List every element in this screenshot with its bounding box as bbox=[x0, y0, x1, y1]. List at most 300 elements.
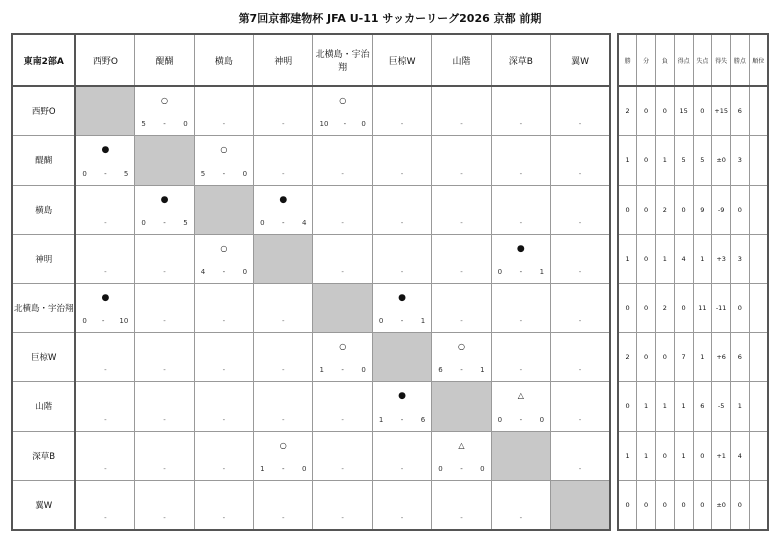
dash-placeholder: - bbox=[519, 514, 523, 522]
self-match-cell bbox=[551, 480, 610, 530]
stat-cell: 2 bbox=[618, 86, 637, 136]
dash-placeholder: - bbox=[578, 169, 582, 178]
score-separator: - bbox=[519, 415, 523, 424]
row-header-team: 翼W bbox=[12, 480, 75, 530]
dash-placeholder: - bbox=[282, 415, 285, 424]
unplayed-cell bbox=[254, 333, 313, 382]
dash-placeholder: - bbox=[519, 366, 523, 375]
unplayed-cell bbox=[372, 480, 431, 530]
column-header-team: 北横島・宇治翔 bbox=[313, 34, 372, 86]
dash-placeholder: - bbox=[341, 267, 344, 276]
unplayed-cell bbox=[135, 333, 194, 382]
dash-placeholder: - bbox=[519, 317, 523, 326]
unplayed-cell bbox=[551, 283, 610, 332]
table-row bbox=[618, 480, 768, 530]
column-header-team: 醍醐 bbox=[135, 34, 194, 86]
dash-placeholder: - bbox=[222, 464, 226, 473]
triangle-icon: △ bbox=[517, 391, 524, 401]
unplayed-cell bbox=[491, 136, 550, 185]
unplayed-cell bbox=[313, 480, 372, 530]
stat-cell: 1 bbox=[656, 382, 675, 431]
page-title: 第7回京都建物杯 JFA U-11 サッカーリーグ2026 京都 前期 bbox=[238, 12, 542, 25]
score-right: 0 bbox=[539, 415, 545, 424]
stat-cell: 6 bbox=[693, 382, 712, 431]
unplayed-cell bbox=[313, 136, 372, 185]
stat-cell: 6 bbox=[731, 86, 750, 136]
unplayed-cell bbox=[75, 382, 134, 431]
stat-cell: 7 bbox=[674, 333, 693, 382]
stat-cell: 1 bbox=[637, 431, 656, 480]
dash-placeholder: - bbox=[104, 218, 107, 227]
unplayed-cell bbox=[551, 185, 610, 234]
unplayed-cell bbox=[432, 86, 491, 136]
stat-header: 順位 bbox=[749, 34, 768, 86]
unplayed-cell bbox=[135, 382, 194, 431]
unplayed-cell bbox=[254, 136, 313, 185]
dash-placeholder: - bbox=[578, 218, 582, 227]
table-row bbox=[12, 283, 610, 332]
stat-cell: 1 bbox=[656, 234, 675, 283]
table-row bbox=[618, 185, 768, 234]
score-left: 0 bbox=[260, 218, 265, 227]
score-separator: - bbox=[222, 169, 226, 178]
filled-circle-icon: ● bbox=[279, 194, 288, 205]
stat-cell: 1 bbox=[674, 431, 693, 480]
row-header-team: 巨椋W bbox=[12, 333, 75, 382]
dash-placeholder: - bbox=[341, 514, 344, 522]
score bbox=[319, 366, 365, 374]
stat-cell: 0 bbox=[656, 431, 675, 480]
dash-placeholder: - bbox=[104, 415, 107, 424]
score-left: 4 bbox=[200, 267, 206, 276]
dash-placeholder: - bbox=[222, 317, 226, 326]
match-result-cell bbox=[313, 86, 372, 136]
dash-placeholder: - bbox=[104, 464, 107, 473]
stat-cell: 4 bbox=[731, 431, 750, 480]
unplayed-cell bbox=[551, 136, 610, 185]
dash-placeholder: - bbox=[163, 267, 166, 276]
score bbox=[319, 120, 365, 128]
row-header-team: 横島 bbox=[12, 185, 75, 234]
score-left: 0 bbox=[438, 464, 443, 473]
score-left: 5 bbox=[200, 169, 206, 178]
stat-cell: 1 bbox=[618, 431, 637, 480]
score bbox=[438, 366, 484, 374]
dash-placeholder: - bbox=[104, 514, 107, 522]
dash-placeholder: - bbox=[460, 120, 463, 129]
dash-placeholder: - bbox=[341, 464, 344, 473]
stat-cell: ±0 bbox=[712, 136, 731, 185]
score-left: 1 bbox=[260, 464, 265, 473]
score-right: 0 bbox=[361, 120, 366, 129]
column-header-team: 巨椋W bbox=[372, 34, 431, 86]
unplayed-cell bbox=[372, 185, 431, 234]
score-right: 1 bbox=[539, 267, 545, 276]
table-row bbox=[12, 185, 610, 234]
score-separator: - bbox=[101, 317, 105, 326]
unplayed-cell bbox=[135, 431, 194, 480]
score-separator: - bbox=[460, 366, 463, 375]
score bbox=[201, 268, 247, 276]
match-result-cell bbox=[432, 431, 491, 480]
match-result-cell bbox=[254, 185, 313, 234]
dash-placeholder: - bbox=[460, 169, 463, 178]
unplayed-cell bbox=[75, 431, 134, 480]
dash-placeholder: - bbox=[400, 120, 404, 129]
score-right: 5 bbox=[123, 169, 129, 178]
table-row bbox=[12, 333, 610, 382]
column-header-team: 神明 bbox=[254, 34, 313, 86]
dash-placeholder: - bbox=[104, 366, 107, 375]
dash-placeholder: - bbox=[460, 514, 463, 522]
dash-placeholder: - bbox=[578, 317, 582, 326]
score-right: 0 bbox=[242, 169, 248, 178]
table-row bbox=[618, 333, 768, 382]
score-separator: - bbox=[519, 267, 523, 276]
row-header-team: 神明 bbox=[12, 234, 75, 283]
self-match-cell bbox=[372, 333, 431, 382]
self-match-cell bbox=[491, 431, 550, 480]
stat-header: 分 bbox=[637, 34, 656, 86]
match-result-cell bbox=[194, 136, 253, 185]
stat-cell: 0 bbox=[618, 283, 637, 332]
match-result-cell bbox=[75, 136, 134, 185]
unplayed-cell bbox=[491, 333, 550, 382]
score-left: 10 bbox=[319, 120, 329, 129]
column-header-team: 翼W bbox=[551, 34, 610, 86]
row-header-team: 山階 bbox=[12, 382, 75, 431]
dash-placeholder: - bbox=[341, 169, 344, 178]
dash-placeholder: - bbox=[282, 169, 285, 178]
filled-circle-icon: ● bbox=[398, 391, 406, 402]
match-result-cell bbox=[372, 382, 431, 431]
stat-cell: 9 bbox=[693, 185, 712, 234]
stat-cell: 0 bbox=[693, 480, 712, 530]
table-row bbox=[12, 480, 610, 530]
score-right: 0 bbox=[480, 464, 485, 473]
score-separator: - bbox=[282, 464, 285, 473]
score-left: 5 bbox=[141, 120, 146, 129]
dash-placeholder: - bbox=[519, 120, 523, 129]
score-right: 1 bbox=[420, 317, 426, 326]
stat-cell: -11 bbox=[712, 283, 731, 332]
self-match-cell bbox=[194, 185, 253, 234]
stat-cell: -9 bbox=[712, 185, 731, 234]
dash-placeholder: - bbox=[282, 514, 285, 522]
stat-cell: 2 bbox=[656, 185, 675, 234]
table-row bbox=[12, 86, 610, 136]
unplayed-cell bbox=[551, 333, 610, 382]
unplayed-cell bbox=[194, 480, 253, 530]
stat-header: 失点 bbox=[693, 34, 712, 86]
dash-placeholder: - bbox=[578, 120, 582, 129]
stat-cell: 0 bbox=[731, 185, 750, 234]
dash-placeholder: - bbox=[519, 169, 523, 178]
match-result-cell bbox=[194, 234, 253, 283]
dash-placeholder: - bbox=[578, 366, 582, 375]
unplayed-cell bbox=[254, 283, 313, 332]
stat-cell: 0 bbox=[637, 136, 656, 185]
stat-header: 勝 bbox=[618, 34, 637, 86]
unplayed-cell bbox=[313, 382, 372, 431]
unplayed-cell bbox=[432, 185, 491, 234]
table-row bbox=[618, 283, 768, 332]
stat-header: 負 bbox=[656, 34, 675, 86]
stat-cell: 3 bbox=[731, 234, 750, 283]
filled-circle-icon: ● bbox=[101, 145, 110, 156]
dash-placeholder: - bbox=[222, 120, 226, 129]
stat-cell: 2 bbox=[656, 283, 675, 332]
score bbox=[82, 317, 128, 325]
score-right: 1 bbox=[480, 366, 485, 375]
dash-placeholder: - bbox=[400, 514, 404, 522]
score-right: 6 bbox=[420, 415, 426, 424]
self-match-cell bbox=[135, 136, 194, 185]
unplayed-cell bbox=[75, 185, 134, 234]
league-label: 東南2部A bbox=[12, 34, 75, 86]
dash-placeholder: - bbox=[222, 366, 226, 375]
dash-placeholder: - bbox=[222, 514, 226, 522]
stat-cell: 1 bbox=[637, 382, 656, 431]
stat-header: 勝点 bbox=[731, 34, 750, 86]
stat-cell: 0 bbox=[637, 185, 656, 234]
self-match-cell bbox=[254, 234, 313, 283]
score bbox=[498, 268, 544, 276]
stat-cell: +6 bbox=[712, 333, 731, 382]
open-circle-icon: ○ bbox=[457, 342, 465, 352]
stat-cell: +1 bbox=[712, 431, 731, 480]
dash-placeholder: - bbox=[222, 415, 226, 424]
score-separator: - bbox=[400, 317, 404, 326]
stat-cell: 5 bbox=[674, 136, 693, 185]
score-right: 5 bbox=[183, 218, 188, 227]
filled-circle-icon: ● bbox=[160, 194, 169, 205]
stat-cell: 0 bbox=[637, 86, 656, 136]
self-match-cell bbox=[75, 86, 134, 136]
match-result-cell bbox=[491, 382, 550, 431]
row-header-team: 西野O bbox=[12, 86, 75, 136]
unplayed-cell bbox=[432, 480, 491, 530]
unplayed-cell bbox=[432, 234, 491, 283]
dash-placeholder: - bbox=[400, 169, 404, 178]
filled-circle-icon: ● bbox=[101, 292, 110, 303]
column-header-team: 山階 bbox=[432, 34, 491, 86]
stat-cell bbox=[749, 136, 768, 185]
stat-cell: 0 bbox=[674, 185, 693, 234]
score bbox=[201, 170, 247, 178]
match-result-cell bbox=[135, 185, 194, 234]
unplayed-cell bbox=[551, 382, 610, 431]
stats-table bbox=[617, 33, 769, 531]
dash-placeholder: - bbox=[400, 218, 404, 227]
unplayed-cell bbox=[372, 136, 431, 185]
stat-cell: 0 bbox=[674, 283, 693, 332]
open-circle-icon: ○ bbox=[339, 342, 347, 352]
self-match-cell bbox=[313, 283, 372, 332]
stat-cell: -5 bbox=[712, 382, 731, 431]
score-right: 0 bbox=[302, 464, 307, 473]
score bbox=[260, 219, 306, 227]
stat-cell: 0 bbox=[637, 480, 656, 530]
dash-placeholder: - bbox=[163, 317, 166, 326]
score bbox=[82, 170, 128, 178]
stat-cell bbox=[749, 382, 768, 431]
unplayed-cell bbox=[135, 480, 194, 530]
league-standings bbox=[11, 33, 769, 531]
unplayed-cell bbox=[372, 86, 431, 136]
score bbox=[260, 465, 306, 473]
stat-cell bbox=[749, 333, 768, 382]
dash-placeholder: - bbox=[460, 317, 463, 326]
table-row bbox=[618, 136, 768, 185]
stat-cell: 4 bbox=[674, 234, 693, 283]
stat-cell: 1 bbox=[618, 234, 637, 283]
match-result-cell bbox=[432, 333, 491, 382]
stat-cell: 15 bbox=[674, 86, 693, 136]
stat-cell: 1 bbox=[693, 333, 712, 382]
unplayed-cell bbox=[75, 333, 134, 382]
unplayed-cell bbox=[551, 86, 610, 136]
dash-placeholder: - bbox=[163, 464, 166, 473]
unplayed-cell bbox=[75, 480, 134, 530]
score-left: 0 bbox=[497, 415, 503, 424]
score-left: 0 bbox=[141, 218, 146, 227]
triangle-icon: △ bbox=[458, 440, 465, 450]
table-row bbox=[12, 136, 610, 185]
column-header-team: 西野O bbox=[75, 34, 134, 86]
score-left: 0 bbox=[378, 317, 384, 326]
score bbox=[141, 120, 187, 128]
dash-placeholder: - bbox=[578, 267, 582, 276]
score-right: 4 bbox=[302, 218, 307, 227]
score-left: 6 bbox=[438, 366, 443, 375]
stat-cell: 0 bbox=[731, 480, 750, 530]
stat-cell bbox=[749, 185, 768, 234]
unplayed-cell bbox=[135, 234, 194, 283]
unplayed-cell bbox=[491, 185, 550, 234]
unplayed-cell bbox=[254, 480, 313, 530]
score-separator: - bbox=[163, 120, 166, 129]
table-row bbox=[618, 431, 768, 480]
unplayed-cell bbox=[491, 283, 550, 332]
match-result-cell bbox=[75, 283, 134, 332]
score-separator: - bbox=[282, 218, 285, 227]
column-header-team: 横島 bbox=[194, 34, 253, 86]
unplayed-cell bbox=[194, 333, 253, 382]
stat-cell bbox=[749, 480, 768, 530]
unplayed-cell bbox=[313, 185, 372, 234]
match-result-cell bbox=[313, 333, 372, 382]
filled-circle-icon: ● bbox=[398, 292, 406, 303]
stat-cell: 0 bbox=[656, 480, 675, 530]
score bbox=[498, 416, 544, 424]
dash-placeholder: - bbox=[341, 415, 344, 424]
dash-placeholder: - bbox=[519, 218, 523, 227]
score bbox=[438, 465, 484, 473]
dash-placeholder: - bbox=[163, 366, 166, 375]
stat-cell: 0 bbox=[693, 431, 712, 480]
score-separator: - bbox=[341, 366, 344, 375]
score bbox=[141, 219, 187, 227]
score-separator: - bbox=[460, 464, 463, 473]
results-grid bbox=[11, 33, 611, 531]
stat-cell: 0 bbox=[618, 480, 637, 530]
unplayed-cell bbox=[254, 86, 313, 136]
unplayed-cell bbox=[194, 86, 253, 136]
stat-cell: 0 bbox=[618, 185, 637, 234]
stat-header: 得点 bbox=[674, 34, 693, 86]
stat-cell: +15 bbox=[712, 86, 731, 136]
dash-placeholder: - bbox=[104, 267, 107, 276]
score-right: 10 bbox=[119, 317, 129, 326]
stat-cell: ±0 bbox=[712, 480, 731, 530]
stat-cell bbox=[749, 234, 768, 283]
match-result-cell bbox=[491, 234, 550, 283]
dash-placeholder: - bbox=[282, 366, 285, 375]
dash-placeholder: - bbox=[282, 120, 285, 129]
unplayed-cell bbox=[491, 86, 550, 136]
unplayed-cell bbox=[254, 382, 313, 431]
stat-cell: 1 bbox=[731, 382, 750, 431]
stat-cell: 2 bbox=[618, 333, 637, 382]
dash-placeholder: - bbox=[341, 218, 344, 227]
stat-cell: 1 bbox=[618, 136, 637, 185]
stat-cell bbox=[749, 86, 768, 136]
dash-placeholder: - bbox=[460, 267, 463, 276]
unplayed-cell bbox=[551, 431, 610, 480]
unplayed-cell bbox=[432, 283, 491, 332]
score-separator: - bbox=[400, 415, 404, 424]
score-left: 1 bbox=[319, 366, 324, 375]
dash-placeholder: - bbox=[578, 464, 582, 473]
dash-placeholder: - bbox=[163, 415, 166, 424]
unplayed-cell bbox=[194, 283, 253, 332]
match-result-cell bbox=[372, 283, 431, 332]
dash-placeholder: - bbox=[400, 267, 404, 276]
unplayed-cell bbox=[372, 234, 431, 283]
table-row bbox=[618, 382, 768, 431]
table-row bbox=[12, 382, 610, 431]
score-separator: - bbox=[222, 267, 226, 276]
filled-circle-icon: ● bbox=[516, 243, 525, 254]
match-result-cell bbox=[135, 86, 194, 136]
unplayed-cell bbox=[194, 382, 253, 431]
open-circle-icon: ○ bbox=[279, 440, 287, 450]
score-left: 1 bbox=[378, 415, 384, 424]
unplayed-cell bbox=[372, 431, 431, 480]
score-left: 0 bbox=[497, 267, 503, 276]
stat-cell bbox=[749, 283, 768, 332]
stat-cell: 1 bbox=[693, 234, 712, 283]
table-row bbox=[618, 86, 768, 136]
stat-cell: 0 bbox=[656, 333, 675, 382]
score-right: 0 bbox=[242, 267, 248, 276]
dash-placeholder: - bbox=[163, 514, 166, 522]
score bbox=[379, 317, 425, 325]
stat-cell: 0 bbox=[637, 333, 656, 382]
unplayed-cell bbox=[491, 480, 550, 530]
unplayed-cell bbox=[194, 431, 253, 480]
stat-cell: +3 bbox=[712, 234, 731, 283]
unplayed-cell bbox=[432, 136, 491, 185]
stat-cell: 0 bbox=[618, 382, 637, 431]
dash-placeholder: - bbox=[400, 464, 404, 473]
unplayed-cell bbox=[313, 234, 372, 283]
table-row bbox=[12, 431, 610, 480]
score-left: 0 bbox=[82, 169, 87, 178]
score bbox=[379, 416, 425, 424]
score-separator: - bbox=[163, 218, 166, 227]
